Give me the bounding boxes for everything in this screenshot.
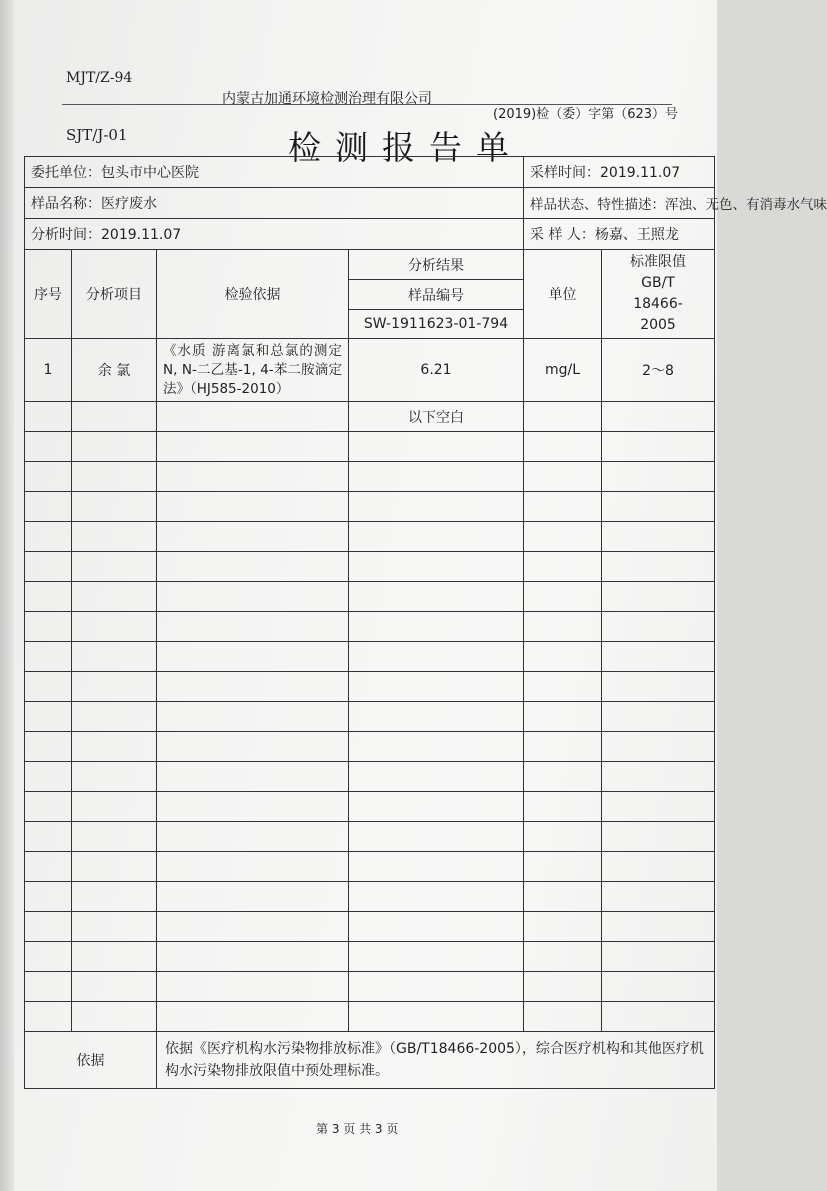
empty-cell (524, 822, 602, 852)
page-number: 第 3 页 共 3 页 (316, 1122, 399, 1136)
form-code: MJT/Z-94 (66, 70, 133, 86)
blank-row (25, 852, 715, 882)
empty-cell (157, 822, 349, 852)
empty-cell (157, 732, 349, 762)
empty-cell (349, 822, 524, 852)
empty-cell (524, 912, 602, 942)
empty-cell (602, 792, 715, 822)
empty-cell (25, 402, 72, 432)
empty-cell (157, 702, 349, 732)
row-basis: 《水质 游离氯和总氯的测定 N, N-二乙基-1, 4-苯二胺滴定法》（HJ585-2010） (157, 339, 349, 402)
blank-note: 以下空白 (349, 402, 524, 432)
empty-cell (25, 792, 72, 822)
empty-cell (602, 822, 715, 852)
empty-cell (602, 402, 715, 432)
report-table (24, 156, 827, 1089)
empty-cell (72, 732, 157, 762)
sub-form-code: SJT/J-01 (66, 126, 128, 144)
empty-cell (25, 612, 72, 642)
empty-cell (524, 972, 602, 1002)
empty-cell (25, 912, 72, 942)
empty-cell (72, 432, 157, 462)
seq-header: 序号 (25, 250, 72, 339)
empty-cell (602, 672, 715, 702)
company-name: 内蒙古加通环境检测治理有限公司 (222, 91, 432, 107)
analysis-time-cell: 分析时间：2019.11.07 (25, 219, 524, 250)
empty-cell (524, 942, 602, 972)
empty-cell (524, 462, 602, 492)
blank-row (25, 522, 715, 552)
empty-cell (349, 612, 524, 642)
row-result: 6.21 (349, 339, 524, 402)
empty-cell (349, 672, 524, 702)
empty-cell (349, 492, 524, 522)
empty-cell (349, 972, 524, 1002)
empty-cell (25, 462, 72, 492)
empty-cell (157, 762, 349, 792)
empty-cell (72, 792, 157, 822)
blank-row (25, 642, 715, 672)
row-limit: 2～8 (602, 339, 715, 402)
empty-cell (72, 822, 157, 852)
empty-cell (524, 1002, 602, 1032)
empty-cell (25, 642, 72, 672)
client-cell: 委托单位：包头市中心医院 (25, 157, 524, 188)
empty-cell (157, 642, 349, 672)
blank-row (25, 792, 715, 822)
empty-cell (157, 882, 349, 912)
empty-cell (72, 762, 157, 792)
empty-cell (602, 462, 715, 492)
empty-cell (72, 912, 157, 942)
blank-row (25, 732, 715, 762)
empty-cell (524, 582, 602, 612)
blank-rows (25, 432, 715, 1032)
sample-no-label: 样品编号 (349, 280, 524, 310)
empty-cell (602, 732, 715, 762)
empty-cell (157, 912, 349, 942)
basis-header: 检验依据 (157, 250, 349, 339)
empty-cell (602, 702, 715, 732)
blank-row (25, 552, 715, 582)
empty-cell (524, 612, 602, 642)
empty-cell (157, 522, 349, 552)
blank-row (25, 432, 715, 462)
footer-basis-text: 依据《医疗机构水污染物排放标准》（GB/T18466-2005），综合医疗机构和其他医疗机构水污染物排放限值中预处理标准。 (157, 1032, 715, 1089)
item-header: 分析项目 (72, 250, 157, 339)
empty-cell (602, 492, 715, 522)
empty-cell (602, 942, 715, 972)
empty-cell (25, 732, 72, 762)
empty-cell (524, 642, 602, 672)
empty-cell (524, 792, 602, 822)
blank-row (25, 1002, 715, 1032)
empty-cell (524, 762, 602, 792)
blank-row (25, 882, 715, 912)
empty-cell (25, 432, 72, 462)
empty-cell (25, 822, 72, 852)
blank-row (25, 942, 715, 972)
sampling-time-cell: 采样时间：2019.11.07 (524, 157, 715, 188)
info-row (25, 157, 715, 188)
empty-cell (25, 882, 72, 912)
empty-cell (349, 522, 524, 552)
row-item: 余 氯 (72, 339, 157, 402)
blank-row (25, 822, 715, 852)
empty-cell (72, 552, 157, 582)
empty-cell (157, 492, 349, 522)
empty-cell (72, 522, 157, 552)
empty-cell (524, 432, 602, 462)
empty-cell (524, 492, 602, 522)
empty-cell (349, 702, 524, 732)
empty-cell (25, 702, 72, 732)
empty-cell (349, 432, 524, 462)
empty-cell (25, 972, 72, 1002)
empty-cell (157, 612, 349, 642)
empty-cell (25, 762, 72, 792)
empty-cell (157, 972, 349, 1002)
empty-cell (25, 942, 72, 972)
empty-cell (72, 702, 157, 732)
empty-cell (157, 462, 349, 492)
empty-cell (157, 402, 349, 432)
empty-cell (157, 582, 349, 612)
empty-cell (72, 942, 157, 972)
blank-row (25, 912, 715, 942)
blank-row (25, 672, 715, 702)
empty-cell (157, 432, 349, 462)
sample-no-value: SW-1911623-01-794 (349, 310, 524, 339)
empty-cell (602, 612, 715, 642)
empty-cell (349, 852, 524, 882)
empty-cell (72, 402, 157, 432)
header-rule (62, 104, 672, 105)
empty-cell (25, 852, 72, 882)
empty-cell (349, 942, 524, 972)
empty-cell (349, 792, 524, 822)
empty-cell (72, 462, 157, 492)
blank-row (25, 492, 715, 522)
empty-cell (25, 552, 72, 582)
empty-cell (349, 642, 524, 672)
info-row (25, 219, 715, 250)
empty-cell (602, 1002, 715, 1032)
empty-cell (349, 912, 524, 942)
sample-name-cell: 样品名称：医疗废水 (25, 188, 524, 219)
blank-row (25, 702, 715, 732)
blank-row (25, 762, 715, 792)
empty-cell (25, 582, 72, 612)
empty-cell (602, 972, 715, 1002)
empty-cell (157, 792, 349, 822)
empty-cell (72, 612, 157, 642)
empty-cell (72, 672, 157, 702)
empty-cell (602, 522, 715, 552)
footer-basis-row (25, 1032, 715, 1089)
report-number: (2019)检（委）字第（623）号 (493, 107, 679, 122)
empty-cell (349, 462, 524, 492)
empty-cell (602, 642, 715, 672)
info-row (25, 188, 715, 219)
empty-cell (157, 672, 349, 702)
empty-cell (602, 762, 715, 792)
empty-cell (25, 492, 72, 522)
empty-cell (602, 912, 715, 942)
empty-cell (349, 762, 524, 792)
limit-header: 标准限值 GB/T 18466-2005 (602, 250, 715, 339)
empty-cell (524, 672, 602, 702)
empty-cell (602, 882, 715, 912)
empty-cell (157, 552, 349, 582)
empty-cell (524, 882, 602, 912)
empty-cell (157, 942, 349, 972)
empty-cell (25, 1002, 72, 1032)
footer-basis-label: 依据 (25, 1032, 157, 1089)
empty-cell (72, 582, 157, 612)
empty-cell (524, 522, 602, 552)
table-row (25, 339, 715, 402)
empty-cell (72, 1002, 157, 1032)
empty-cell (72, 642, 157, 672)
header-row (25, 250, 715, 280)
blank-row (25, 612, 715, 642)
empty-cell (602, 552, 715, 582)
blank-note-row (25, 402, 715, 432)
empty-cell (602, 852, 715, 882)
row-seq: 1 (25, 339, 72, 402)
page-shadow-edge (0, 0, 14, 1191)
empty-cell (524, 702, 602, 732)
sample-desc-cell: 样品状态、特性描述：浑浊、无色、有消毒水气味 (524, 188, 715, 219)
empty-cell (157, 1002, 349, 1032)
empty-cell (349, 1002, 524, 1032)
page-title: 检测报告单 (288, 128, 523, 167)
empty-cell (524, 852, 602, 882)
blank-row (25, 972, 715, 1002)
empty-cell (72, 882, 157, 912)
empty-cell (349, 582, 524, 612)
row-unit: mg/L (524, 339, 602, 402)
empty-cell (72, 972, 157, 1002)
empty-cell (157, 852, 349, 882)
result-header: 分析结果 (349, 250, 524, 280)
empty-cell (524, 552, 602, 582)
empty-cell (72, 852, 157, 882)
empty-cell (524, 402, 602, 432)
empty-cell (25, 522, 72, 552)
sampler-cell: 采 样 人：杨嘉、王照龙 (524, 219, 715, 250)
empty-cell (524, 732, 602, 762)
empty-cell (602, 582, 715, 612)
empty-cell (72, 492, 157, 522)
empty-cell (349, 882, 524, 912)
blank-row (25, 462, 715, 492)
empty-cell (25, 672, 72, 702)
empty-cell (602, 432, 715, 462)
empty-cell (349, 552, 524, 582)
empty-cell (349, 732, 524, 762)
blank-row (25, 582, 715, 612)
unit-header: 单位 (524, 250, 602, 339)
